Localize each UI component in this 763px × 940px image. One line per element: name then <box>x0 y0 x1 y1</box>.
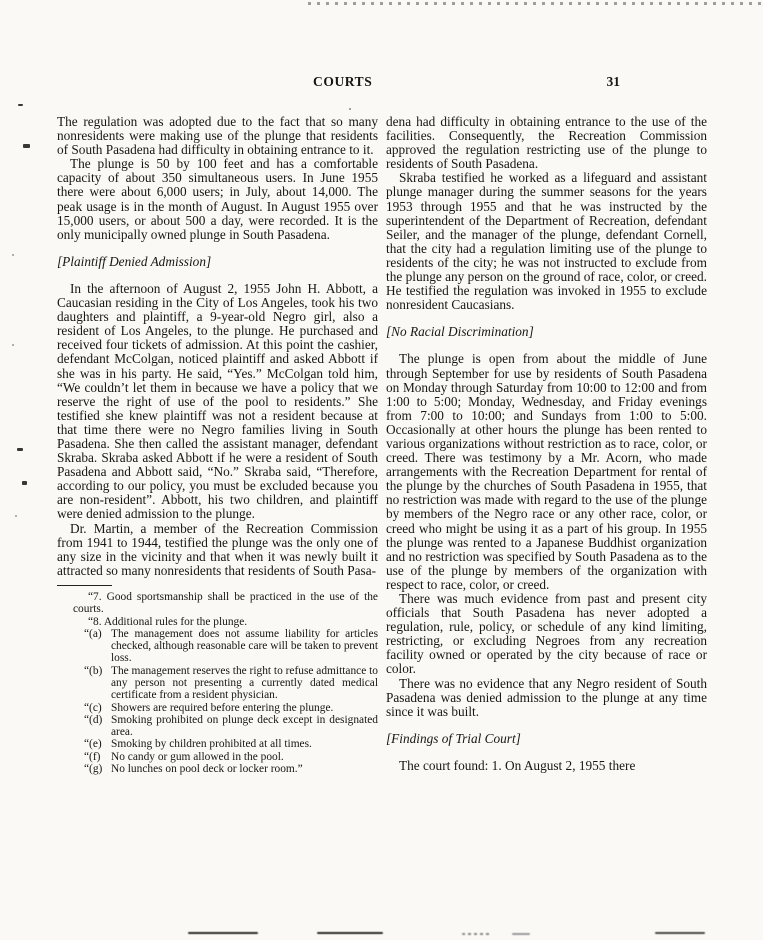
running-head <box>57 74 705 92</box>
scan-speck <box>18 104 23 106</box>
footnote-item: “8. Additional rules for the plunge. <box>88 615 248 628</box>
paragraph: In the afternoon of August 2, 1955 John H. Abbott, a Caucasian residing in the City of Los Angeles, took his two daughters and plaintiff, a 9-year-old Negro girl, also a resident of Los Angeles, to the plunge. He purchased and received four tickets of admission. At this point the cashier, defendant McColgan, noticed plaintiff and asked Abbott if she was in his party. He said, “Yes.” McColgan told him, “We couldn’t let them in because we have a policy that we reserve the right of use of the pool to residents.” She testified she knew plaintiff was not a resident because at that time there were no Negro families living in South Pasadena. She then called the assistant manager, defendant Skraba. Skraba asked Abbott if he were a resident of South Pasadena and Abbott said, “No.” Skraba said, “Therefore, according to our policy, you must be excluded because you are non-resident”. Abbott, his two children, and plaintiff were denied admission to the plunge. <box>57 280 378 522</box>
footnote-text: The management does not assume liability for articles checked, although reasonable care will be taken to prevent loss. <box>111 627 378 665</box>
scan-speck <box>17 448 23 451</box>
footnote-text: No lunches on pool deck or locker room.” <box>111 763 303 776</box>
footnote-rule <box>57 585 112 586</box>
column-right <box>386 115 707 773</box>
scan-speck <box>15 515 17 517</box>
footnote-text: No candy or gum allowed in the pool. <box>111 750 284 763</box>
page-title: COURTS <box>313 74 373 89</box>
footnote-text: Showers are required before entering the plunge. <box>111 701 334 714</box>
footnote-label: “(g) <box>84 763 103 776</box>
footnote-item <box>84 763 378 775</box>
scan-speck <box>23 144 30 148</box>
paragraph: There was no evidence that any Negro resident of South Pasadena was denied admission to the plunge at any time since it was built. <box>386 675 707 719</box>
paragraph: There was much evidence from past and present city officials that South Pasadena has never adopted a regulation, rule, policy, or schedule of any kind limiting, restricting, or excluding Negroes from any recreation facility owned or operated by the city because of race or color. <box>386 591 707 677</box>
scan-speck <box>12 344 14 346</box>
footnote-text: Smoking by children prohibited at all times. <box>111 738 312 751</box>
footnote-item <box>84 751 378 763</box>
footnote-item <box>84 702 378 714</box>
section-heading-plaintiff-denied-admission: [Plaintiff Denied Admission] <box>57 253 212 269</box>
footnote-text: Smoking prohibited on plunge deck except in designated area. <box>111 713 378 739</box>
scan-speck <box>349 108 351 110</box>
paragraph: The regulation was adopted due to the fact that so many nonresidents were making use of the plunge that residents of South Pasadena had difficulty in obtaining entrance to it. <box>57 114 378 158</box>
page-number: 31 <box>606 74 620 89</box>
scan-speck <box>12 254 14 256</box>
footnote-label: “(c) <box>84 701 102 714</box>
footnote-label: “(b) <box>84 664 103 677</box>
paragraph: The plunge is open from about the middle of June through September for use by residents of South Pasadena on Monday through Saturday from 10:00 to 12:00 and from 1:00 to 5:00; Monday, Wednesday, and Friday evenings from 7:00 to 10:00; and Sundays from 1:00 to 5:00. Occasionally at other hours the plunge has been rented to various organizations without restriction as to race, color, or creed. There was testimony by a Mr. Acorn, who made arrangements with the Recreation Department for rental of the plunge by the churches of South Pasadena in 1955, that no restriction was made with regard to the use of the plunge by members of the Negro race or any other race, color, or creed who might be using it as a part of his group. In 1955 the plunge was rented to a Japanese Buddhist organization and no restriction was specified by South Pasadena as to the use of the plunge by members of the organization with respect to race, color, or creed. <box>386 351 707 592</box>
page-edge-dotted-line <box>308 2 763 5</box>
footnote-text: The management reserves the right to refuse admittance to any person not presenting a currently dated medical certificate from a resident physician. <box>111 664 378 702</box>
footnote-item <box>84 665 378 702</box>
footnote-item <box>84 714 378 739</box>
section-heading-findings-of-trial-court: [Findings of Trial Court] <box>386 730 521 746</box>
footnote-item: “7. Good sportsmanship shall be practiced in the use of the courts. <box>73 590 378 616</box>
footnote-item <box>84 738 378 750</box>
section-heading-no-racial-discrimination: [No Racial Discrimination] <box>386 324 534 340</box>
footnote-label: “(d) <box>84 713 103 726</box>
footnote-label: “(a) <box>84 627 102 640</box>
paragraph: Dr. Martin, a member of the Recreation Commission from 1941 to 1944, testified the plunge was the only one of any size in the vicinity and that when it was newly built it attracted so many nonresidents that residents of South Pasa- <box>57 520 378 578</box>
scan-speck <box>22 481 27 485</box>
footnote-label: “(f) <box>84 750 101 763</box>
scan-smudge <box>462 933 490 935</box>
footnotes-block <box>57 585 378 775</box>
paragraph: The court found: 1. On August 2, 1955 there <box>399 757 636 773</box>
scan-smudge <box>188 932 258 934</box>
paragraph: The plunge is 50 by 100 feet and has a comfortable capacity of about 350 simultaneous users. In June 1955 there were about 6,000 users; in July, about 14,000. The peak usage is in the month of August. In August 1955 over 15,000 users, or about 500 a day, were recorded. It is the only municipally owned plunge in South Pasadena. <box>57 156 378 242</box>
paragraph: dena had difficulty in obtaining entrance to the use of the facilities. Consequently, the Recreation Commission approved the regulation restricting use of the plunge to residents of South Pasadena. <box>386 114 707 172</box>
scan-smudge <box>655 932 705 934</box>
scan-smudge <box>317 932 383 934</box>
scan-smudge <box>512 933 530 935</box>
paragraph: Skraba testified he worked as a lifeguard and assistant plunge manager during the summer seasons for the years 1953 through 1955 and that he was instructed by the superintendent of the Department of Recreation, defendant Seiler, and the manager of the plunge, defendant Cornell, that the city had a regulation limiting use of the plunge to residents of the city; he was not instructed to exclude from the plunge any person on the ground of race, color, or creed. He testified the regulation was invoked in 1955 to exclude nonresident Caucasians. <box>386 170 707 313</box>
footnote-label: “(e) <box>84 738 102 751</box>
column-left <box>57 115 378 775</box>
footnote-item <box>84 628 378 665</box>
